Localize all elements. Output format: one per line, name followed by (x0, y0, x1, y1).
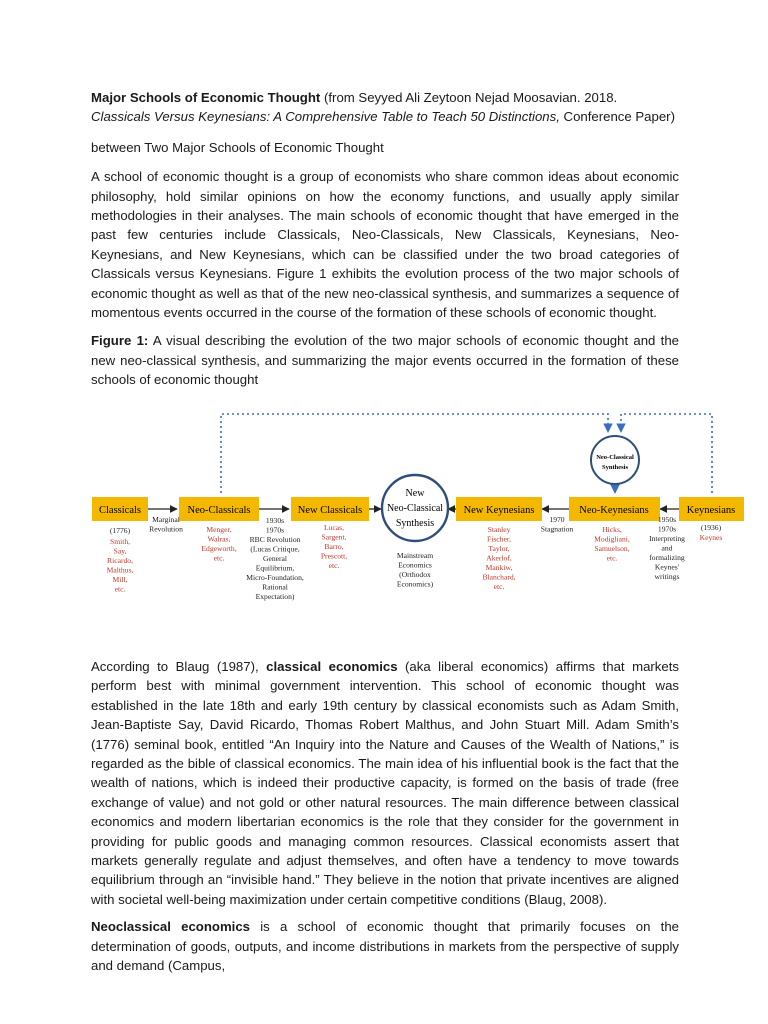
box-neo-classicals-label: Neo-Classicals (187, 505, 251, 516)
intro-paragraph: A school of economic thought is a group of economists who share common ideas about economic philosophy, hold similar opinions on how the economy functions, and usually apply similar methodologies in their analyses. The main schools of economic thought that have emerged in the past few centuries include Classicals, Neo-Classicals, New Classicals, Keynesians, Neo-Keynesians, and New Keynesians, which can be classified under the two broad categories of Classicals versus Keynesians. Figure 1 exhibits the evolution process of the two major schools of economic thought as well as that of the new neo-classical synthesis, and summarizes a sequence of momentous events occurred in the course of the formation of these schools of economic thought. (91, 169, 679, 321)
small-synthesis-line2: Synthesis (601, 464, 629, 471)
interpreting-keynes-line-5: formalizing (649, 553, 685, 562)
rbc-revolution-line-4: (Lucas Critique, (250, 544, 300, 554)
neo-keynesians-names-line-3: Samuelson, (594, 544, 630, 553)
neo-classical-synthesis-small (591, 436, 639, 484)
new-neo-classical-synthesis (382, 475, 448, 541)
classicals-year-line-1: (1776) (109, 526, 131, 535)
new-classicals-names-line-1: Lucas, (323, 523, 345, 532)
body-text (91, 657, 679, 976)
subtitle: between Two Major Schools of Economic Thought (91, 139, 384, 155)
document-page (91, 88, 679, 390)
new-classicals-names-line-3: Barro, (324, 542, 344, 551)
rbc-revolution-line-9: Expectation) (255, 592, 295, 601)
interpreting-keynes-line-7: writings (654, 572, 680, 581)
neo-keynesians-names-line-1: Hicks, (602, 525, 622, 534)
box-keynesians-label: Keynesians (686, 505, 736, 516)
neo-keynesians-names-line-4: etc. (606, 553, 618, 563)
marginal-revolution-line-1: Marginal (152, 515, 180, 524)
classicals-names-line-3: Ricardo, (107, 556, 133, 565)
rbc-revolution-line-7: Micro-Foundation, (246, 573, 304, 582)
new-keynesians-names-line-3: Taylor, (488, 544, 510, 553)
neoclassical-economics-paragraph (91, 917, 679, 975)
classical-economics-paragraph (91, 657, 679, 909)
keynesians-names-line-1: Keynes (699, 533, 723, 542)
new-keynesians-names-line-1: Stanley (487, 525, 511, 534)
figure-caption-text: A visual describing the evolution of the two major schools of economic thought and the new neo-classical synthesis, and summarizing the major events occurred in the formation of these schools of economic thought (91, 333, 679, 388)
rbc-revolution-line-1: 1930s (265, 516, 285, 525)
box-classicals-label: Classicals (99, 505, 141, 516)
mainstream-economics-line-1: Mainstream (396, 551, 434, 560)
rbc-revolution-line-3: RBC Revolution (249, 535, 301, 544)
classicals-names-line-5: Mill, (112, 575, 128, 584)
classicals-names-line-4: Malthus, (106, 565, 134, 575)
synthesis-line2: Neo-Classical (386, 503, 444, 514)
synthesis-line1: New (405, 488, 425, 499)
interpreting-keynes-line-2: 1970s (657, 524, 677, 534)
classicals-names-line-2: Say, (113, 546, 127, 556)
figure-caption (91, 331, 679, 389)
interpreting-keynes-line-6: Keynes' (654, 562, 680, 572)
classical-text: (aka liberal economics) affirms that markets perform best with minimal government intervention. This school of economic thought was established in the late 18th and early 19th century by classical economists such as Adam Smith, Jean-Baptiste Say, David Ricardo, Thomas Robert Malthus, and John Stuart Mill. Adam Smith’s (1776) seminal book, entitled “An Inquiry into the Nature and Causes of the Wealth of Nations,” is regarded as the bible of classical economics. The main idea of his influential book is the fact that the wealth of nations, which is indeed their productive capacity, is formed on the basis of trade (free exchange of value) and not gold or other natural resources. The main difference between classical economics and modern libertarian economics is the role that they consider for the government in providing for public goods and managing common resources. Classical economists assert that markets generally regulate and adjust themselves, and often have a tendency to move towards equilibrium through an “invisible hand.” They believe in the notion that private incentives are aligned with societal well-being maximization under certain competitive conditions (Blaug, 2008). (91, 659, 679, 907)
neo-classicals-names-line-2: Walras, (207, 534, 231, 544)
mainstream-economics-line-2: Economics (398, 560, 432, 570)
keynesians-year-line-1: (1936) (700, 523, 722, 532)
box-neo-keynesians-label: Neo-Keynesians (579, 505, 649, 516)
document-title: Major Schools of Economic Thought (91, 90, 321, 105)
source-suffix: Conference Paper) (559, 109, 675, 125)
small-synthesis-line1: Neo-Classical (596, 454, 634, 461)
source-title: Classicals Versus Keynesians: A Comprehensive Table to Teach 50 Distinctions, (91, 109, 560, 125)
new-keynesians-names-line-7: etc. (493, 582, 505, 591)
new-keynesians-names-line-5: Mankiw, (485, 563, 513, 572)
rbc-revolution-line-2: 1970s (265, 525, 285, 535)
stagnation-line-2: Stagnation (540, 524, 574, 534)
new-classicals-names-line-4: Prescott, (320, 551, 348, 561)
box-new-classicals-label: New Classicals (297, 505, 363, 516)
new-keynesians-names-line-2: Fischer, (487, 534, 511, 544)
new-keynesians-names-line-6: Blanchard, (482, 572, 516, 582)
synthesis-line3: Synthesis (395, 518, 435, 529)
interpreting-keynes-line-4: and (661, 543, 673, 553)
new-classicals-names-line-2: Sargent, (321, 532, 347, 542)
mainstream-economics-line-4: Economics) (396, 579, 434, 589)
marginal-revolution-line-2: Revolution (149, 524, 183, 534)
neo-keynesians-names-line-2: Modigliani, (594, 534, 630, 544)
classical-pre: According to Blaug (1987), (91, 659, 267, 674)
neoclassical-term: Neoclassical economics (91, 919, 251, 935)
stagnation-line-1: 1970 (549, 515, 565, 524)
box-new-keynesians-label: New Keynesians (463, 505, 535, 516)
neo-classicals-names-line-4: etc. (213, 553, 225, 563)
mainstream-economics-line-3: (Orthodox (399, 570, 431, 579)
new-keynesians-names-line-4: Akerlof, (486, 553, 512, 563)
neo-classicals-names-line-3: Edgeworth, (201, 544, 237, 553)
interpreting-keynes-line-1: 1950s (657, 515, 677, 524)
rbc-revolution-line-6: Equilibrium, (255, 563, 295, 573)
source-prefix: (from Seyyed Ali Zeytoon Nejad Moosavian. 2018. (320, 90, 618, 105)
neoclassical-text: is a school of economic thought that primarily focuses on the determination of goods, outputs, and income distributions in markets from the perspective of supply and demand (Campus, (91, 919, 680, 974)
heading-paragraph (91, 88, 679, 127)
rbc-revolution-line-8: Rational (262, 582, 288, 592)
figure-label: Figure 1: (91, 333, 149, 349)
neo-classicals-names-line-1: Menger, (206, 525, 232, 534)
classicals-names-line-1: Smith, (109, 537, 131, 546)
new-classicals-names-line-5: etc. (328, 561, 340, 570)
classical-term: classical economics (266, 659, 398, 674)
interpreting-keynes-line-3: Interpreting (649, 534, 685, 543)
schools-evolution-diagram (80, 405, 760, 625)
classicals-names-line-6: etc. (114, 584, 126, 594)
rbc-revolution-line-5: General (262, 554, 288, 563)
